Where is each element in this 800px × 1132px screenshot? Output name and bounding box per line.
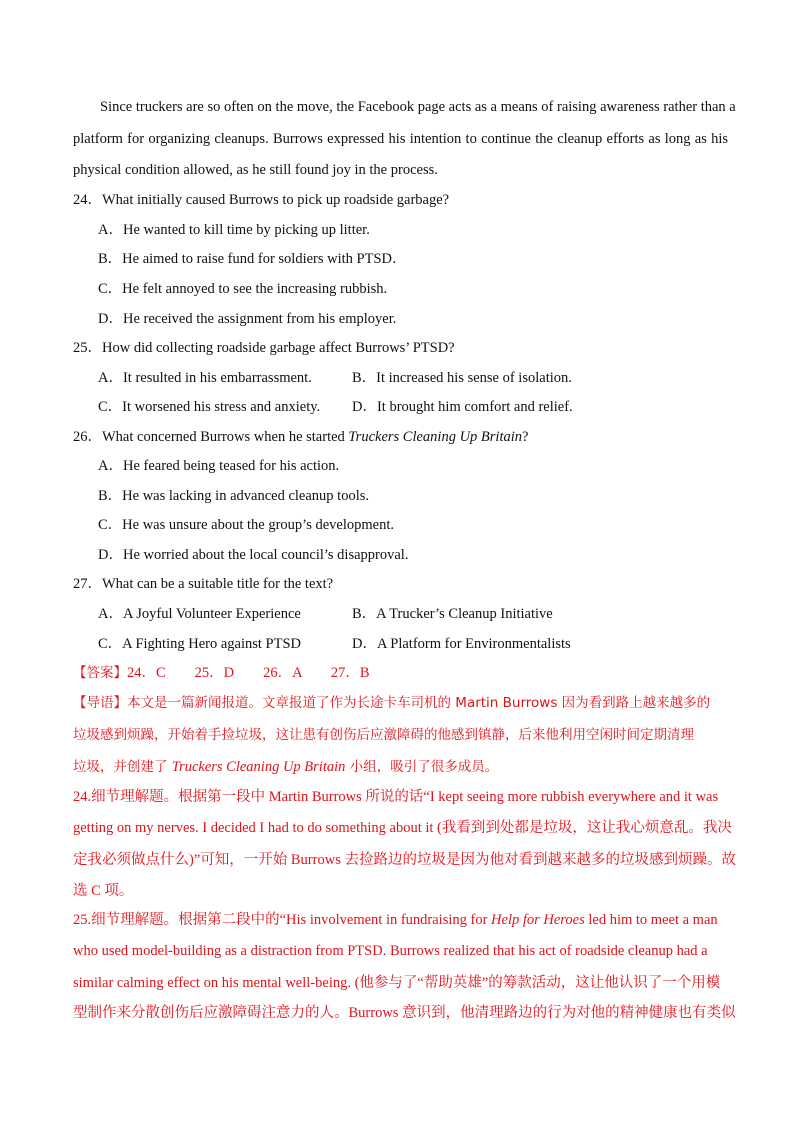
explanation-line: 选 C 项。 [73,883,134,899]
answer-label: 【答案】 [73,665,127,681]
charity-name: Help for Heroes [491,912,585,928]
passage-line: physical condition allowed, as he still found joy in the process. [73,162,438,178]
explanation-line: who used model-building as a distraction from PTSD. Burrows realized that his act of roadside cleanup had a [73,943,708,959]
option-b: B．A Trucker’s Cleanup Initiative [352,606,553,622]
explanation-line: 24.细节理解题。根据第一段中 Martin Burrows 所说的话“I kept seeing more rubbish everywhere and it was [73,789,719,805]
passage-line: platform for organizing cleanups. Burrows expressed his intention to continue the cleanup efforts as long as his [73,131,728,147]
option-b: B．He was lacking in advanced cleanup tools. [98,488,369,504]
passage-line: Since truckers are so often on the move, the Facebook page acts as a means of raising awareness rather than a [100,99,736,115]
option-d: D．He worried about the local council’s disapproval. [98,547,409,563]
option-d: D．It brought him comfort and relief. [352,399,573,415]
option-a: A．He feared being teased for his action. [98,458,340,474]
question-stem: 24．What initially caused Burrows to pick up roadside garbage? [73,192,450,208]
question-stem: 27．What can be a suitable title for the text? [73,576,334,592]
guide-line: 垃圾，并创建了 Truckers Cleaning Up Britain 小组，吸引了很多成员。 [73,759,499,775]
group-name: Truckers Cleaning Up Britain [171,759,346,775]
explanation-line: 25.细节理解题。根据第二段中的“His involvement in fundraising for Help for Heroes led him to meet a man [73,912,718,928]
question-stem: 25．How did collecting roadside garbage affect Burrows’ PTSD? [73,340,455,356]
option-a: A．It resulted in his embarrassment. [98,370,312,386]
answer-text: 24．C 25．D 26．A 27．B [127,665,370,681]
option-c: C．A Fighting Hero against PTSD [98,636,302,652]
guide-line: 【导语】本文是一篇新闻报道。文章报道了作为长途卡车司机的 Martin Burrows 因为看到路上越来越多的 [73,695,711,711]
option-c: C．It worsened his stress and anxiety. [98,399,321,415]
option-c: C．He was unsure about the group’s development. [98,517,394,533]
explanation-line: similar calming effect on his mental well-being. (他参与了“帮助英雄”的筹款活动，这让他认识了一个用模 [73,975,721,991]
option-d: D．A Platform for Environmentalists [352,636,571,652]
guide-line: 垃圾感到烦躁，开始着手捡垃圾，这让患有创伤后应激障碍的他感到镇静，后来他利用空闲时间定期清理 [73,727,694,743]
group-name: Truckers Cleaning Up Britain [348,429,523,445]
option-c: C．He felt annoyed to see the increasing rubbish. [98,281,388,297]
option-b: B．It increased his sense of isolation. [352,370,572,386]
option-a: A．He wanted to kill time by picking up litter. [98,222,370,238]
explanation-line: 型制作来分散创伤后应激障碍注意力的人。Burrows 意识到，他清理路边的行为对他的精神健康也有类似 [73,1005,736,1021]
explanation-line: 定我必须做点什么)”可知，一开始 Burrows 去捡路边的垃圾是因为他对看到越来越多的垃圾感到烦躁。故 [73,852,736,868]
option-b: B．He aimed to raise fund for soldiers with PTSD． [98,251,407,267]
explanation-line: getting on my nerves. I decided I had to do something about it (我看到到处都是垃圾，这让我心烦意乱。我决 [73,820,732,836]
answer-key [73,663,728,683]
guide-label: 【导语】 [73,695,127,711]
question-stem: 26．What concerned Burrows when he started Truckers Cleaning Up Britain? [73,429,529,445]
option-a: A．A Joyful Volunteer Experience [98,606,301,622]
option-d: D．He received the assignment from his employer. [98,311,397,327]
